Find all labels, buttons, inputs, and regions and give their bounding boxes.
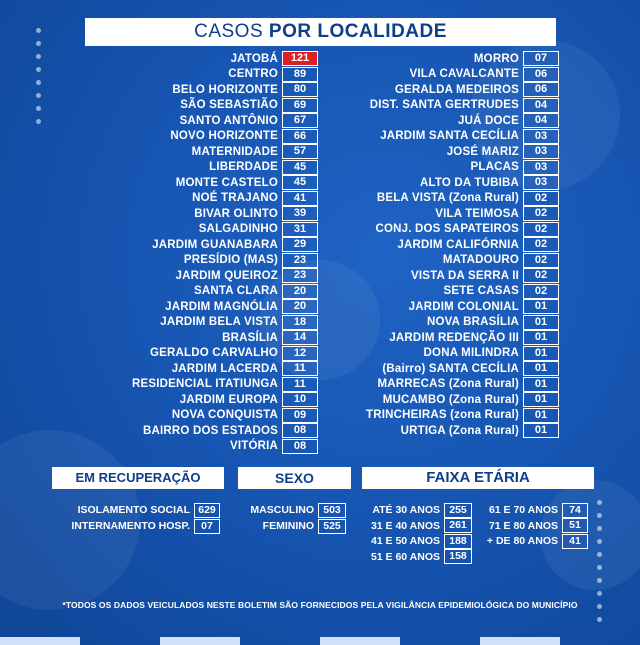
case-count: 01: [523, 330, 559, 345]
case-count: 10: [282, 392, 318, 407]
stat-label: + DE 80 ANOS: [486, 535, 558, 547]
locality-row: [349, 222, 559, 238]
case-count: 01: [523, 408, 559, 423]
stat-label: 31 E 40 ANOS: [370, 519, 440, 532]
locality-row: [349, 299, 559, 315]
case-count: 03: [523, 129, 559, 144]
stat-row: [356, 549, 472, 565]
case-count: 02: [523, 237, 559, 252]
case-count: 39: [282, 206, 318, 221]
stat-row: [356, 533, 472, 549]
page-title: [85, 18, 556, 46]
case-count: 01: [523, 361, 559, 376]
locality-row: [349, 191, 559, 207]
locality-name: (Bairro) SANTA CECÍLIA: [382, 362, 519, 375]
case-count: 03: [523, 175, 559, 190]
case-count: 04: [523, 98, 559, 113]
locality-row: [349, 206, 559, 222]
locality-name: LIBERDADE: [209, 161, 278, 174]
locality-row: [38, 284, 318, 300]
locality-name: CONJ. DOS SAPATEIROS: [375, 223, 519, 236]
locality-name: BELA VISTA (Zona Rural): [376, 192, 519, 205]
case-count: 01: [523, 346, 559, 361]
bottom-bar-segment: [480, 637, 560, 645]
locality-name: NOVO HORIZONTE: [170, 130, 278, 143]
locality-row: [349, 82, 559, 98]
stat-value: 525: [318, 519, 346, 534]
stat-label: 51 E 60 ANOS: [370, 550, 440, 563]
locality-row: [38, 113, 318, 129]
locality-row: [349, 67, 559, 83]
locality-name: NOVA CONQUISTA: [171, 409, 278, 422]
locality-row: [349, 392, 559, 408]
case-count: 02: [523, 284, 559, 299]
stat-label: 61 E 70 ANOS: [488, 504, 558, 516]
recuperacao-header: EM RECUPERAÇÃO: [52, 467, 224, 489]
locality-row: [38, 346, 318, 362]
locality-name: JOSÉ MARIZ: [446, 145, 519, 158]
stat-value: 51: [562, 518, 588, 533]
locality-row: [38, 439, 318, 455]
locality-name: SALGADINHO: [198, 223, 278, 236]
locality-row: [38, 237, 318, 253]
stat-label: 41 E 50 ANOS: [370, 535, 440, 547]
case-count: 20: [282, 299, 318, 314]
locality-name: MATERNIDADE: [191, 145, 278, 158]
locality-row: [38, 222, 318, 238]
locality-name: JUÁ DOCE: [457, 114, 519, 127]
case-count: 29: [282, 237, 318, 252]
locality-name: DIST. SANTA GERTRUDES: [369, 99, 519, 112]
locality-name: SANTO ANTÔNIO: [179, 114, 278, 127]
case-count: 02: [523, 268, 559, 283]
locality-row: [349, 175, 559, 191]
stat-label: 71 E 80 ANOS: [488, 519, 558, 532]
locality-row: [349, 129, 559, 145]
title-bold: POR LOCALIDADE: [268, 21, 447, 42]
case-count: 23: [282, 268, 318, 283]
case-count: 02: [523, 191, 559, 206]
case-count: 45: [282, 175, 318, 190]
stat-row: [478, 502, 588, 518]
locality-name: JARDIM LACERDA: [171, 362, 278, 375]
locality-name: MARRECAS (Zona Rural): [377, 378, 519, 391]
locality-name: NOÉ TRAJANO: [192, 192, 278, 205]
stat-row: [356, 518, 472, 534]
case-count: 12: [282, 346, 318, 361]
locality-name: PRESÍDIO (MAS): [183, 254, 278, 267]
locality-row: [38, 144, 318, 160]
case-count: 06: [523, 82, 559, 97]
locality-row: [349, 315, 559, 331]
locality-name: VITÓRIA: [229, 440, 278, 453]
locality-name: BAIRRO DOS ESTADOS: [142, 424, 278, 437]
locality-name: JARDIM REDENÇÃO III: [389, 331, 519, 344]
case-count: 02: [523, 206, 559, 221]
stat-row: [478, 518, 588, 534]
case-count: 31: [282, 222, 318, 237]
stat-value: 261: [444, 518, 472, 533]
stat-label: INTERNAMENTO HOSP.: [71, 520, 190, 532]
case-count: 121: [282, 51, 318, 66]
stat-label: FEMININO: [262, 520, 314, 532]
locality-row: [349, 346, 559, 362]
case-count: 18: [282, 315, 318, 330]
locality-name: JARDIM COLONIAL: [408, 300, 519, 313]
locality-row: [349, 423, 559, 439]
case-count: 07: [523, 51, 559, 66]
locality-row: [38, 423, 318, 439]
locality-name: MUCAMBO (Zona Rural): [382, 393, 519, 406]
locality-name: CENTRO: [228, 68, 278, 81]
locality-row: [38, 175, 318, 191]
locality-row: [349, 113, 559, 129]
locality-name: JARDIM GUANABARA: [152, 238, 278, 251]
stat-value: 188: [444, 534, 472, 549]
case-count: 14: [282, 330, 318, 345]
case-count: 08: [282, 423, 318, 438]
case-count: 69: [282, 98, 318, 113]
locality-name: GERALDA MEDEIROS: [394, 83, 519, 96]
locality-name: JARDIM CALIFÓRNIA: [397, 238, 519, 251]
locality-row: [349, 237, 559, 253]
bottom-bar-segment: [160, 637, 240, 645]
locality-name: BIVAR OLINTO: [194, 207, 278, 220]
locality-name: JARDIM EUROPA: [179, 393, 278, 406]
locality-row: [349, 160, 559, 176]
title-light: CASOS: [194, 21, 264, 42]
locality-row: [349, 98, 559, 114]
locality-row: [38, 268, 318, 284]
locality-row: [38, 299, 318, 315]
case-count: 57: [282, 144, 318, 159]
case-count: 01: [523, 392, 559, 407]
bottom-bar-segment: [320, 637, 400, 645]
stat-row: [50, 502, 220, 518]
locality-name: URTIGA (Zona Rural): [400, 424, 519, 437]
stat-value: 255: [444, 503, 472, 518]
locality-name: SETE CASAS: [443, 285, 519, 298]
stat-value: 158: [444, 549, 472, 564]
stat-row: [356, 502, 472, 518]
stat-value: 74: [562, 503, 588, 518]
locality-name: ALTO DA TUBIBA: [419, 176, 519, 189]
locality-name: RESIDENCIAL ITATIUNGA: [131, 378, 278, 391]
locality-row: [349, 361, 559, 377]
locality-name: VILA TEIMOSA: [435, 207, 519, 220]
locality-name: MATADOURO: [442, 254, 519, 267]
locality-row: [349, 284, 559, 300]
decorative-dots-right: [597, 500, 602, 630]
locality-name: BELO HORIZONTE: [172, 83, 278, 96]
case-count: 08: [282, 439, 318, 454]
cases-left-column: [38, 51, 318, 454]
case-count: 02: [523, 253, 559, 268]
locality-row: [38, 253, 318, 269]
locality-name: BRASÍLIA: [222, 331, 278, 344]
case-count: 01: [523, 315, 559, 330]
locality-name: JARDIM QUEIROZ: [175, 269, 278, 282]
locality-name: TRINCHEIRAS (zona Rural): [365, 409, 519, 422]
stat-label: ISOLAMENTO SOCIAL: [77, 504, 190, 516]
case-count: 67: [282, 113, 318, 128]
locality-row: [38, 330, 318, 346]
case-count: 03: [523, 144, 559, 159]
stat-row: [238, 502, 346, 518]
case-count: 89: [282, 67, 318, 82]
case-count: 11: [282, 361, 318, 376]
locality-row: [38, 160, 318, 176]
locality-row: [38, 82, 318, 98]
cases-right-column: [349, 51, 559, 439]
stat-row: [238, 518, 346, 534]
locality-name: SANTA CLARA: [194, 285, 278, 298]
faixa-header: FAIXA ETÁRIA: [362, 467, 594, 489]
locality-row: [38, 315, 318, 331]
stat-label: ATÉ 30 ANOS: [372, 504, 440, 516]
locality-name: DONA MILINDRA: [423, 347, 519, 360]
case-count: 06: [523, 67, 559, 82]
case-count: 04: [523, 113, 559, 128]
stat-label: MASCULINO: [250, 504, 314, 516]
locality-row: [38, 129, 318, 145]
locality-row: [38, 98, 318, 114]
locality-row: [349, 51, 559, 67]
case-count: 01: [523, 377, 559, 392]
locality-row: [349, 253, 559, 269]
locality-row: [349, 268, 559, 284]
stat-row: [478, 533, 588, 549]
stat-row: [50, 518, 220, 534]
locality-name: SÃO SEBASTIÃO: [180, 99, 278, 112]
locality-row: [38, 392, 318, 408]
case-count: 03: [523, 160, 559, 175]
locality-name: GERALDO CARVALHO: [150, 347, 278, 360]
locality-name: VISTA DA SERRA II: [411, 269, 519, 282]
case-count: 80: [282, 82, 318, 97]
case-count: 01: [523, 423, 559, 438]
locality-name: MONTE CASTELO: [175, 176, 278, 189]
locality-row: [38, 67, 318, 83]
locality-name: PLACAS: [470, 161, 519, 174]
locality-row: [38, 206, 318, 222]
locality-name: NOVA BRASÍLIA: [426, 316, 519, 329]
bottom-bar-segment: [0, 637, 80, 645]
locality-row: [38, 51, 318, 67]
stat-value: 41: [562, 534, 588, 549]
locality-name: JARDIM BELA VISTA: [160, 316, 278, 329]
locality-name: JARDIM SANTA CECÍLIA: [380, 130, 519, 143]
locality-row: [349, 408, 559, 424]
locality-name: MORRO: [473, 52, 519, 65]
case-count: 45: [282, 160, 318, 175]
case-count: 23: [282, 253, 318, 268]
locality-name: JARDIM MAGNÓLIA: [165, 300, 278, 313]
locality-row: [38, 191, 318, 207]
stat-value: 07: [194, 519, 220, 534]
case-count: 41: [282, 191, 318, 206]
sexo-header: SEXO: [238, 467, 351, 489]
case-count: 11: [282, 377, 318, 392]
locality-row: [349, 377, 559, 393]
locality-name: JATOBÁ: [230, 52, 278, 65]
case-count: 66: [282, 129, 318, 144]
locality-row: [38, 408, 318, 424]
case-count: 02: [523, 222, 559, 237]
stat-value: 629: [194, 503, 220, 518]
locality-name: VILA CAVALCANTE: [409, 68, 519, 81]
locality-row: [38, 361, 318, 377]
case-count: 09: [282, 408, 318, 423]
locality-row: [349, 144, 559, 160]
locality-row: [349, 330, 559, 346]
stat-value: 503: [318, 503, 346, 518]
locality-row: [38, 377, 318, 393]
footnote: *TODOS OS DADOS VEICULADOS NESTE BOLETIM SÃO FORNECIDOS PELA VIGILÂNCIA EPIDEMIOLÓGICA DO MUNICÍPIO: [62, 600, 578, 610]
case-count: 01: [523, 299, 559, 314]
case-count: 20: [282, 284, 318, 299]
